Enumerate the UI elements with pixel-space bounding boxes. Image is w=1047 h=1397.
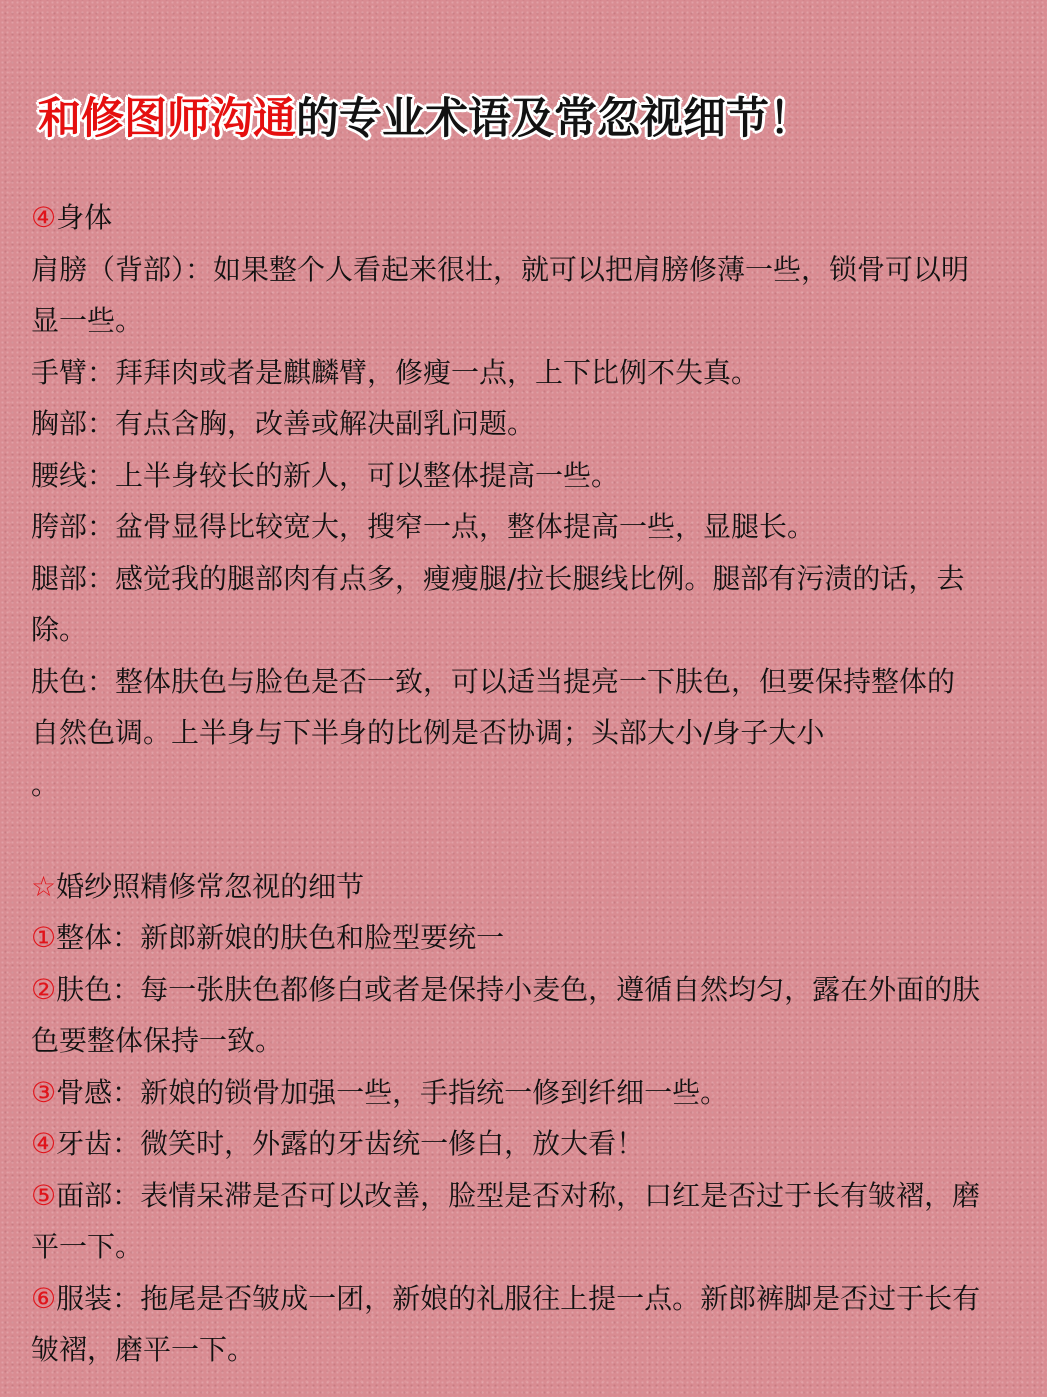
star-icon: ☆	[31, 869, 57, 903]
body-item-legs: 腿部：感觉我的腿部肉有点多，瘦瘦腿/拉长腿线比例。腿部有污渍的话，去除。	[31, 561, 965, 646]
circled-number-four-marker-2: ④	[31, 1127, 57, 1160]
body-item-chest: 胸部：有点含胸，改善或解决副乳问题。	[31, 407, 536, 440]
body-item-waist: 腰线：上半身较长的新人，可以整体提高一些。	[31, 458, 620, 492]
body-item-arms: 手臂：拜拜肉或者是麒麟臂，修瘦一点，上下比例不失真。	[31, 355, 760, 389]
body-item-hips: 胯部：盆骨显得比较宽大，搜窄一点，整体提高一些，显腿长。	[31, 510, 816, 543]
section-body-title: 身体	[56, 201, 113, 234]
circled-number-three-marker: ③	[31, 1075, 57, 1109]
title-rest: 的专业术语及常忽视细节！	[296, 94, 812, 144]
article-content	[31, 192, 981, 1376]
detail-item-skin	[31, 964, 981, 1067]
detail-text-face: 面部：表情呆滞是否可以改善，脸型是否对称，口红是否过于长有皱褶，磨平一下。	[31, 1178, 981, 1263]
circled-number-one-marker: ①	[31, 921, 57, 954]
circled-number-six-marker: ⑥	[31, 1281, 57, 1315]
detail-item-overall	[31, 912, 981, 964]
title-highlight: 和修图师沟通	[38, 94, 296, 144]
circled-number-two-marker: ②	[31, 972, 57, 1006]
page-title	[38, 88, 812, 150]
trailing-period: 。	[31, 767, 60, 801]
detail-item-teeth	[31, 1118, 981, 1170]
detail-text-bones: 骨感：新娘的锁骨加强一些，手指统一修到纤细一些。	[56, 1075, 729, 1109]
section-details-title: 婚纱照精修常忽视的细节	[56, 869, 365, 903]
body-item-shoulders: 肩膀（背部）：如果整个人看起来很壮，就可以把肩膀修薄一些，锁骨可以明显一些。	[31, 252, 970, 337]
detail-text-clothing: 服装：拖尾是否皱成一团，新娘的礼服往上提一点。新郎裤脚是否过于长有皱褶，磨平一下。	[31, 1281, 981, 1366]
section-body-heading	[31, 192, 981, 244]
circled-number-five-marker: ⑤	[31, 1178, 57, 1212]
detail-text-teeth: 牙齿：微笑时，外露的牙齿统一修白，放大看！	[56, 1127, 645, 1160]
section-details-heading	[31, 861, 981, 913]
detail-item-face	[31, 1170, 981, 1273]
body-item-skin-tone: 肤色：整体肤色与脸色是否一致，可以适当提亮一下肤色，但要保持整体的自然色调。上半身与下半身的比例是否协调；头部大小/身子大小	[31, 664, 956, 749]
section-spacer	[31, 810, 981, 861]
circled-number-four-marker: ④	[31, 201, 57, 234]
detail-item-bones	[31, 1067, 981, 1119]
detail-text-skin: 肤色：每一张肤色都修白或者是保持小麦色，遵循自然均匀，露在外面的肤色要整体保持一致。	[31, 972, 981, 1057]
detail-text-overall: 整体：新郎新娘的肤色和脸型要统一	[56, 921, 505, 954]
detail-item-clothing	[31, 1273, 981, 1376]
